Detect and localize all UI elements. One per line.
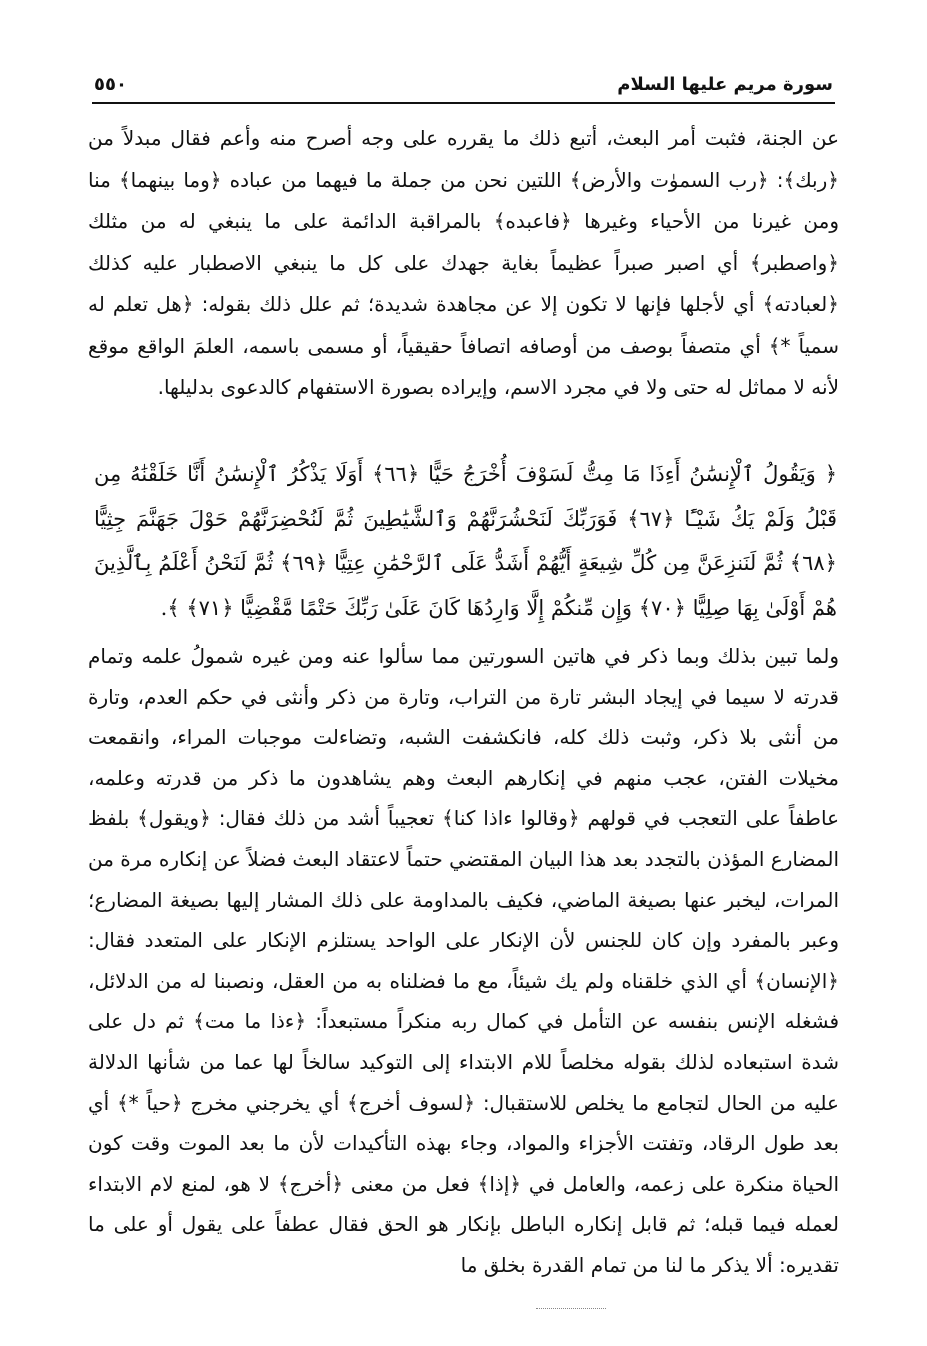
paragraph-text: ولما تبين بذلك وبما ذكر في هاتين السورتين مما سألوا عنه ومن غيره شمولُ علمه وتمام قدرته لا سيما في إيجاد البشر تارة من التراب، وتارة من ذكر وأنثى في حكم العدم، وتارة من أنثى بلا ذكر، وثبت ذلك كله، فانكشفت الشبه، وتضاءلت موجبات المراء، وانقمعت مخيلات الفتن، عجب منهم في إنكارهم البعث وهم يشاهدون ما ذكر من قدرته وعلمه، عاطفاً على التعجب في قولهم ﴿وقالوا ءاذا كنا﴾ تعجيباً أشد من ذلك فقال: ﴿ويقول﴾ بلفظ المضارع المؤذن بالتجدد بعد هذا البيان المقتضي حتماً لاعتقاد البعث فضلاً عن إنكاره مرة من المرات، ليخبر عنها بصيغة الماضي، فكيف بالمداومة على ذلك المشار إليها بصيغة المضارع؛ وعبر بالمفرد وإن كان للجنس لأن الإنكار على الواحد يستلزم الإنكار على المتعدد فقال: ﴿الإنسان﴾ أي الذي خلقناه ولم يك شيئاً، مع ما فضلناه به من العقل، ونصبنا له من الدلائل، فشغله الإنس بنفسه عن التأمل في كمال ربه منكراً مستبعداً: ﴿ءذا ما مت﴾ ثم دل على شدة استبعاده لذلك بقوله مخلصاً للام الابتداء إلى التوكيد سالخاً لها عما من شأنها الدلالة عليه من الحال لتجامع ما يخلص للاستقبال: ﴿لسوف أخرج﴾ أي يخرجني مخرج ﴿حياً *﴾ أي بعد طول الرقاد، وتفتت الأجزاء والمواد، وجاء بهذه التأكيدات لأن ما بعد الموت وقت كون الحياة منكرة على زعمه، والعامل في ﴿إذا﴾ فعل من معنى ﴿أخرج﴾ لا هو، لمنع لام الابتداء لعمله فيما قبله؛ ثم قابل إنكاره الباطل بإنكار هو الحق فقال عطفاً على يقول أو على ما تقديره: ألا يذكر ما لنا من تمام القدرة بخلق ما bbox=[88, 644, 839, 1277]
page-header bbox=[92, 72, 835, 104]
paragraph-text: عن الجنة، فثبت أمر البعث، أتبع ذلك ما يقرره على وجه أصرح منه وأعم فقال مبدلاً من ﴿ربك﴾: ﴿رب السموٰت والأرض﴾ اللتين نحن من جملة ما فيهما من عباده ﴿وما بينهما﴾ منا ومن غيرنا من الأحياء وغيرها ﴿فاعبده﴾ بالمراقبة الدائمة على ما ينبغي له من مثلك ﴿واصطبر﴾ أي اصبر صبراً عظيماً بغاية جهدك على كل ما ينبغي الاصطبار عليه كذلك ﴿لعبادته﴾ أي لأجلها فإنها لا تكون إلا عن مجاهدة شديدة؛ ثم علل ذلك بقوله: ﴿هل تعلم له سمياً *﴾ أي متصفاً بوصف من أوصافه اتصافاً حقيقياً، أو مسمى باسمه، العلمَ الواقع موقع لأنه لا مماثل له حتى ولا في مجرد الاسم، وإيراده بصورة الاستفهام كالدعوى بدليلها. bbox=[88, 126, 839, 399]
surah-title: سورة مريم عليها السلام bbox=[617, 74, 833, 95]
page-number: ٥٥٠ bbox=[94, 74, 127, 95]
quran-verses-block: ﴿ وَيَقُولُ ٱلْإِنسَٰنُ أَءِذَا مَا مِتُّ لَسَوْفَ أُخْرَجُ حَيًّا ﴿٦٦﴾ أَوَلَا يَذْكُرُ ٱلْإِنسَٰنُ أَنَّا خَلَقْنَٰهُ مِن قَبْلُ وَلَمْ يَكُ شَيْـًٔا ﴿٦٧﴾ فَوَرَبِّكَ لَنَحْشُرَنَّهُمْ وَٱلشَّيَٰطِينَ ثُمَّ لَنُحْضِرَنَّهُمْ حَوْلَ جَهَنَّمَ جِثِيًّا ﴿٦٨﴾ ثُمَّ لَنَنزِعَنَّ مِن كُلِّ شِيعَةٍ أَيُّهُمْ أَشَدُّ عَلَى ٱلرَّحْمَٰنِ عِتِيًّا ﴿٦٩﴾ ثُمَّ لَنَحْنُ أَعْلَمُ بِٱلَّذِينَ هُمْ أَوْلَىٰ بِهَا صِلِيًّا ﴿٧٠﴾ وَإِن مِّنكُمْ إِلَّا وَارِدُهَا كَانَ عَلَىٰ رَبِّكَ حَتْمًا مَّقْضِيًّا ﴿٧١﴾ ﴾. bbox=[94, 462, 837, 620]
footer-divider bbox=[536, 1308, 606, 1309]
commentary-paragraph-1 bbox=[88, 118, 839, 409]
commentary-paragraph-2 bbox=[88, 636, 839, 1286]
